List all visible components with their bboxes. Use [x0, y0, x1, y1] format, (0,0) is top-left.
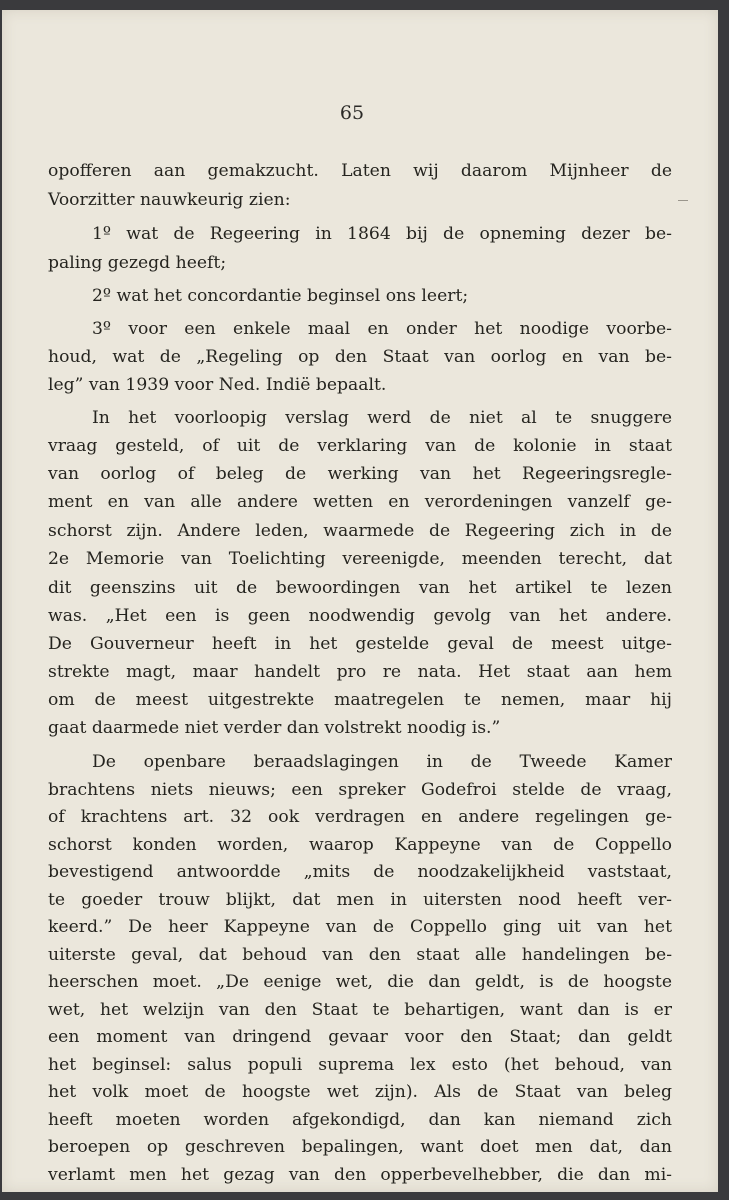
- text-line: schorst zijn. Andere leden, waarmede de Regeering zich in de: [48, 521, 672, 541]
- text-line: strekte magt, maar handelt pro re nata. Het staat aan hem: [48, 662, 672, 682]
- text-line: beroepen op geschreven bepalingen, want doet men dat, dan: [48, 1137, 672, 1157]
- text-line: opofferen aan gemakzucht. Laten wij daarom Mijnheer de: [48, 161, 672, 181]
- text-line: van oorlog of beleg de werking van het Regeeringsregle-: [48, 464, 672, 484]
- text-line: of krachtens art. 32 ook verdragen en andere regelingen ge-: [48, 807, 672, 827]
- text-line: schorst konden worden, waarop Kappeyne van de Coppello: [48, 835, 672, 855]
- text-line: 2º wat het concordantie beginsel ons leert;: [92, 286, 469, 306]
- text-line: De Gouverneur heeft in het gestelde geval de meest uitge-: [48, 634, 672, 654]
- text-line: gaat daarmede niet verder dan volstrekt noodig is.”: [48, 718, 501, 738]
- text-line: te goeder trouw blijkt, dat men in uitersten nood heeft ver-: [48, 890, 672, 910]
- text-line: heerschen moet. „De eenige wet, die dan geldt, is de hoogste: [48, 972, 672, 992]
- text-line: dit geenszins uit de bewoordingen van het artikel te lezen: [48, 578, 672, 598]
- text-line: brachtens niets nieuws; een spreker Godefroi stelde de vraag,: [48, 780, 672, 800]
- text-line: leg” van 1939 voor Ned. Indië bepaalt.: [48, 375, 387, 395]
- text-line: ment en van alle andere wetten en verordeningen vanzelf ge-: [48, 492, 672, 512]
- text-line: het beginsel: salus populi suprema lex esto (het behoud, van: [48, 1055, 672, 1075]
- text-line: bevestigend antwoordde „mits de noodzakelijkheid vaststaat,: [48, 862, 672, 882]
- text-line: paling gezegd heeft;: [48, 253, 227, 273]
- text-line: een moment van dringend gevaar voor den Staat; dan geldt: [48, 1027, 672, 1047]
- text-line: keerd.” De heer Kappeyne van de Coppello ging uit van het: [48, 917, 672, 937]
- text-line: vraag gesteld, of uit de verklaring van de kolonie in staat: [48, 436, 672, 456]
- text-line: verlamt men het gezag van den opperbevelhebber, die dan mi-: [48, 1165, 672, 1185]
- text-line: 2e Memorie van Toelichting vereenigde, meenden terecht, dat: [48, 549, 672, 569]
- page-number: 65: [339, 102, 365, 124]
- book-page: [2, 10, 718, 1192]
- text-line: houd, wat de „Regeling op den Staat van oorlog en van be-: [48, 347, 672, 367]
- text-line: was. „Het een is geen noodwendig gevolg van het andere.: [48, 606, 672, 626]
- margin-mark: [678, 200, 688, 201]
- text-line: het volk moet de hoogste wet zijn). Als de Staat van beleg: [48, 1082, 672, 1102]
- text-line: De openbare beraadslagingen in de Tweede Kamer: [92, 752, 672, 772]
- text-line: uiterste geval, dat behoud van den staat alle handelingen be-: [48, 945, 672, 965]
- text-line: heeft moeten worden afgekondigd, dan kan niemand zich: [48, 1110, 672, 1130]
- text-line: om de meest uitgestrekte maatregelen te nemen, maar hij: [48, 690, 672, 710]
- text-line: 1º wat de Regeering in 1864 bij de opneming dezer be-: [92, 224, 672, 244]
- text-line: Voorzitter nauwkeurig zien:: [48, 190, 291, 210]
- text-line: 3º voor een enkele maal en onder het noodige voorbe-: [92, 319, 672, 339]
- text-line: wet, het welzijn van den Staat te behartigen, want dan is er: [48, 1000, 672, 1020]
- text-line: In het voorloopig verslag werd de niet al te snuggere: [92, 408, 672, 428]
